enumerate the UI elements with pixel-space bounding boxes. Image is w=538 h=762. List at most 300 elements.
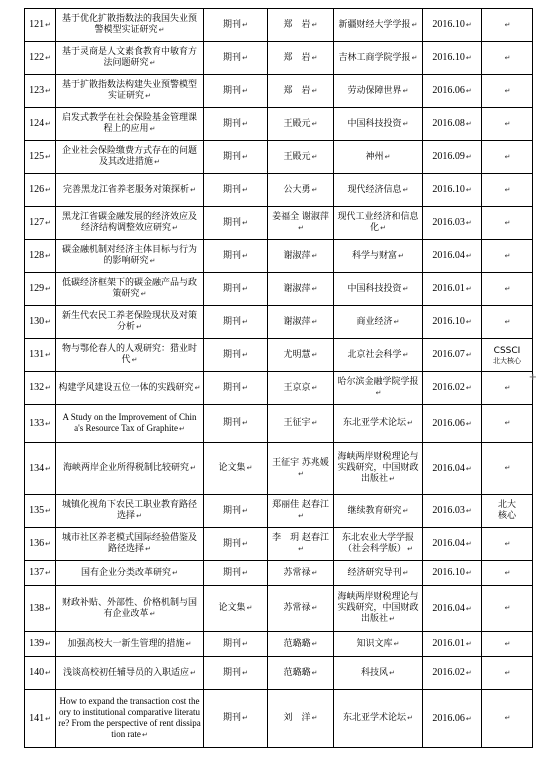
author-cell [268,657,334,690]
row-number-cell-text: 124 [29,118,45,129]
journal-cell [334,495,423,528]
date-cell-text: 2016.10 [432,19,465,30]
paragraph-mark-icon: ↵ [149,125,156,133]
row-number-cell [25,42,56,75]
publication-type-cell [204,339,268,372]
publication-type-cell-text: 期刊 [223,217,242,228]
paragraph-mark-icon: ↵ [465,569,472,577]
paragraph-mark-icon: ↵ [145,92,151,100]
paragraph-mark-icon: ↵ [504,251,511,260]
publication-type-cell-text: 期刊 [223,538,242,549]
publication-type-cell-text: 期刊 [223,118,242,129]
row-number-cell-text: 132 [29,382,45,393]
journal-cell-text: 海峡两岸财税理论与实践研究，中国财政出版社 [337,452,419,484]
journal-cell [334,528,423,561]
title-cell [56,657,204,690]
row-number-cell [25,690,56,748]
journal-cell [334,632,423,657]
paragraph-mark-icon: ↵ [465,219,472,227]
row-number-cell-text: 138 [29,602,45,614]
paragraph-mark-icon: ↵ [465,604,472,613]
journal-cell-text: 继续教育研究 [347,505,402,516]
table-row [25,108,533,141]
date-cell-text: 2016.07 [432,349,465,360]
journal-cell-text: 神州 [365,151,384,162]
paragraph-mark-icon: ↵ [402,506,409,515]
note-cell [482,657,533,690]
date-cell [423,240,482,273]
paragraph-mark-icon: ↵ [242,317,248,326]
paragraph-mark-icon: ↵ [172,568,178,577]
paragraph-mark-icon: ↵ [504,317,511,326]
paragraph-mark-icon: ↵ [190,464,196,472]
author-cell-text: 尤明慧 [283,349,311,360]
paragraph-mark-icon: ↵ [45,419,51,428]
paragraph-mark-icon: ↵ [298,469,304,478]
paragraph-mark-icon: ↵ [465,669,472,677]
paragraph-mark-icon: ↵ [45,464,51,473]
paragraph-mark-icon: ↵ [178,425,185,433]
title-cell [56,443,204,495]
title-cell-text: 海峡两岸企业所得税制比较研究 [63,463,190,473]
paragraph-mark-icon: ↵ [45,120,51,128]
date-cell-text: 2016.08 [432,118,465,129]
paragraph-mark-icon: ↵ [380,224,386,232]
title-cell-text: 加强高校大一新生管理的措施 [67,638,185,649]
paragraph-mark-icon: ↵ [145,545,151,553]
paragraph-mark-icon: ↵ [194,383,201,392]
margin-plus-marker: + [528,372,537,383]
title-cell-text: 新生代农民工养老保险现状及对策分析 [61,311,197,332]
row-number-cell-text: 127 [29,217,45,228]
note-cell [482,586,533,632]
row-number-cell [25,108,56,141]
publication-type-cell-text: 期刊 [223,505,242,516]
date-cell [423,632,482,657]
title-cell-text: 国有企业分类改革研究 [81,567,172,578]
journal-cell [334,372,423,405]
date-cell-text: 2016.10 [432,567,465,578]
row-number-cell [25,141,56,174]
author-cell-text: 谢淑萍 [283,283,311,294]
row-number-cell [25,339,56,372]
author-cell [268,443,334,495]
publication-type-cell-text: 期刊 [223,19,242,30]
title-cell-text: 物与鄂伦春人的人观研究：猎业时代 [61,344,197,365]
paragraph-mark-icon: ↵ [242,185,248,194]
date-cell-text: 2016.02 [432,667,465,678]
table-row [25,586,533,632]
journal-cell-text: 中国科技投资 [347,118,402,129]
paragraph-mark-icon: ↵ [311,152,318,161]
paragraph-mark-icon: ↵ [311,568,318,577]
paragraph-mark-icon: ↵ [45,384,51,392]
publication-type-cell-text: 论文集 [218,463,246,473]
row-number-cell [25,306,56,339]
publication-type-cell [204,108,268,141]
author-cell [268,495,334,528]
journal-cell [334,443,423,495]
table-body [25,9,533,748]
date-cell [423,42,482,75]
title-cell [56,42,204,75]
paragraph-mark-icon: ↵ [402,568,409,577]
row-number-cell [25,495,56,528]
paragraph-mark-icon: ↵ [311,383,318,392]
index-badge: CSSCI [493,345,521,356]
title-cell [56,273,204,306]
title-cell [56,141,204,174]
author-cell [268,42,334,75]
paragraph-mark-icon: ↵ [504,668,511,677]
date-cell-text: 2016.02 [432,382,465,393]
paragraph-mark-icon: ↵ [504,218,511,227]
paragraph-mark-icon: ↵ [311,53,318,62]
paragraph-mark-icon: ↵ [402,284,409,293]
title-cell [56,405,204,443]
row-number-cell [25,240,56,273]
note-cell [482,108,533,141]
date-cell [423,75,482,108]
note-cell [482,495,533,528]
paragraph-mark-icon: ↵ [311,20,318,29]
paragraph-mark-icon: ↵ [465,640,472,648]
table-row [25,174,533,207]
author-cell [268,690,334,748]
paragraph-mark-icon: ↵ [45,153,51,161]
title-cell-text: 基于扩散指数法构建失业预警模型实证研究 [61,80,197,101]
row-number-cell-text: 133 [29,417,45,429]
publication-type-cell [204,690,268,748]
paragraph-mark-icon: ↵ [504,152,511,161]
index-badge: 北大 [497,500,516,510]
paragraph-mark-icon: ↵ [131,356,138,364]
title-cell [56,240,204,273]
title-cell [56,495,204,528]
publication-type-cell-text: 期刊 [223,349,242,360]
journal-cell-text: 科学与财富 [352,250,398,261]
publication-type-cell [204,273,268,306]
paragraph-mark-icon: ↵ [465,507,472,515]
table-row [25,75,533,108]
paragraph-mark-icon: ↵ [311,604,318,612]
paragraph-mark-icon: ↵ [242,639,248,648]
paragraph-mark-icon: ↵ [504,639,511,648]
journal-cell-text: 海峡两岸财税理论与实践研究，中国财政出版社 [337,592,419,624]
publication-type-cell-text: 期刊 [223,638,242,649]
title-cell-text: 低碳经济框架下的碳金融产品与政策研究 [61,278,197,299]
title-cell-text: 完善黑龙江省养老服务对策探析 [63,184,190,195]
journal-cell [334,174,423,207]
paragraph-mark-icon: ↵ [402,350,409,359]
title-cell-text: 城镇化视角下农民工职业教育路径选择 [61,500,197,521]
publication-type-cell [204,306,268,339]
title-cell-text: 基于优化扩散指数法的我国失业预警模型实证研究 [61,14,197,35]
title-cell-text: 浅谈高校初任辅导员的入职适应 [63,667,190,678]
paragraph-mark-icon: ↵ [465,464,472,473]
paragraph-mark-icon: ↵ [242,284,248,293]
table-row [25,339,533,372]
author-cell [268,273,334,306]
paragraph-mark-icon: ↵ [465,384,472,392]
title-cell-text: 企业社会保险缴费方式存在的问题及其改进措施 [61,146,197,167]
date-cell-text: 2016.10 [432,316,465,327]
title-cell-text: A Study on the Improvement of China's Resource Tax of Graphite [62,412,197,433]
author-cell [268,141,334,174]
row-number-cell [25,405,56,443]
paragraph-mark-icon: ↵ [465,351,472,359]
paragraph-mark-icon: ↵ [311,284,318,293]
paragraph-mark-icon: ↵ [504,568,511,577]
journal-cell-text: 劳动保障世界 [347,85,402,96]
date-cell [423,528,482,561]
author-cell-text: 郑丽佳 赵春江 [272,500,329,510]
author-cell [268,207,334,240]
note-cell [482,306,533,339]
title-cell [56,9,204,42]
paragraph-mark-icon: ↵ [136,323,142,331]
author-cell [268,9,334,42]
paragraph-mark-icon: ↵ [504,20,511,29]
date-cell [423,372,482,405]
journal-cell-text: 东北亚学术论坛 [343,418,407,428]
title-cell-text: 财政补贴、外部性、价格机制与国有企业改革 [61,597,197,619]
paragraph-mark-icon: ↵ [465,540,472,548]
author-cell [268,561,334,586]
date-cell-text: 2016.10 [432,52,465,63]
date-cell [423,306,482,339]
paragraph-mark-icon: ↵ [242,53,248,62]
table-row [25,528,533,561]
paragraph-mark-icon: ↵ [45,318,51,326]
author-cell-text: 郑 岩 [283,52,311,63]
paragraph-mark-icon: ↵ [311,714,318,722]
author-cell [268,240,334,273]
paragraph-mark-icon: ↵ [140,290,147,298]
row-number-cell [25,75,56,108]
publication-type-cell [204,405,268,443]
date-cell-text: 2016.10 [432,184,465,195]
paragraph-mark-icon: ↵ [45,507,51,515]
paragraph-mark-icon: ↵ [172,224,178,232]
title-cell [56,528,204,561]
paragraph-mark-icon: ↵ [465,252,472,260]
note-cell [482,443,533,495]
table-row [25,495,533,528]
paragraph-mark-icon: ↵ [242,419,248,427]
paragraph-mark-icon: ↵ [298,224,304,232]
paragraph-mark-icon: ↵ [504,604,511,612]
row-number-cell [25,632,56,657]
paragraph-mark-icon: ↵ [45,87,51,95]
date-cell [423,690,482,748]
paragraph-mark-icon: ↵ [465,714,472,723]
publication-type-cell-text: 期刊 [223,85,242,96]
journal-cell-text: 现代工业经济和信息化 [337,212,419,233]
row-number-cell [25,174,56,207]
paragraph-mark-icon: ↵ [242,668,248,677]
publication-type-cell [204,495,268,528]
note-cell [482,372,533,405]
date-cell [423,339,482,372]
row-number-cell-text: 134 [29,462,45,474]
date-cell [423,141,482,174]
paragraph-mark-icon: ↵ [504,185,511,194]
title-cell [56,690,204,748]
title-cell-text: 碳金融机制对经济主体目标与行为的影响研究 [61,245,197,266]
row-number-cell-text: 136 [29,538,45,549]
paragraph-mark-icon: ↵ [246,464,253,472]
publication-table [24,8,533,748]
table-row [25,561,533,586]
paragraph-mark-icon: ↵ [242,350,248,359]
journal-cell-text: 新疆财经大学学报 [338,19,411,30]
author-cell [268,108,334,141]
paragraph-mark-icon: ↵ [185,639,192,648]
author-cell-text: 王京京 [283,382,311,393]
paragraph-mark-icon: ↵ [311,317,318,326]
publication-type-cell-text: 期刊 [223,382,242,393]
author-cell-text: 苏常禄 [283,603,311,613]
paragraph-mark-icon: ↵ [465,186,472,194]
paragraph-mark-icon: ↵ [402,185,409,194]
index-badge-secondary: 核心 [497,511,516,521]
paragraph-mark-icon: ↵ [407,545,413,553]
note-cell [482,632,533,657]
title-cell [56,561,204,586]
paragraph-mark-icon: ↵ [136,512,142,520]
row-number-cell-text: 135 [29,505,45,516]
publication-type-cell-text: 期刊 [223,283,242,294]
author-cell-text: 王殿元 [283,118,311,129]
author-cell [268,586,334,632]
journal-cell [334,141,423,174]
journal-cell [334,561,423,586]
paragraph-mark-icon: ↵ [45,252,51,260]
author-cell-text: 姜福全 谢淑萍 [272,212,329,222]
author-cell-text: 王征宇 [283,418,311,428]
paragraph-mark-icon: ↵ [311,119,318,128]
paragraph-mark-icon: ↵ [402,86,409,95]
date-cell [423,443,482,495]
paragraph-mark-icon: ↵ [158,26,165,34]
note-cell [482,690,533,748]
paragraph-mark-icon: ↵ [411,20,418,29]
paragraph-mark-icon: ↵ [311,639,318,648]
publication-type-cell-text: 期刊 [223,667,242,678]
date-cell-text: 2016.01 [432,638,465,649]
author-cell-text: 谢淑萍 [283,250,311,261]
row-number-cell [25,657,56,690]
journal-cell [334,306,423,339]
title-cell [56,207,204,240]
publication-type-cell [204,174,268,207]
row-number-cell [25,528,56,561]
note-cell [482,405,533,443]
row-number-cell-text: 128 [29,250,45,261]
date-cell [423,561,482,586]
date-cell-text: 2016.04 [432,250,465,261]
paragraph-mark-icon: ↵ [242,506,248,515]
publication-type-cell-text: 期刊 [223,250,242,261]
author-cell-text: 王征宇 苏兆媛 [272,457,329,468]
publication-type-cell-text: 期刊 [223,184,242,195]
paragraph-mark-icon: ↵ [311,350,318,359]
journal-cell [334,9,423,42]
publication-type-cell-text: 期刊 [223,151,242,162]
paragraph-mark-icon: ↵ [465,318,472,326]
publication-type-cell [204,75,268,108]
table-row [25,141,533,174]
row-number-cell-text: 123 [29,85,45,96]
date-cell [423,273,482,306]
paragraph-mark-icon: ↵ [311,86,318,95]
row-number-cell-text: 140 [29,667,45,678]
journal-cell [334,273,423,306]
title-cell-text: 黑龙江省碳金融发展的经济效应及经济结构调整效应研究 [61,212,197,233]
journal-cell [334,405,423,443]
table-row [25,405,533,443]
author-cell-text: 苏常禄 [283,567,311,578]
author-cell-text: 郑 岩 [283,19,311,30]
paragraph-mark-icon: ↵ [465,285,472,293]
publication-type-cell-text: 期刊 [223,316,242,327]
paragraph-mark-icon: ↵ [393,639,400,648]
date-cell-text: 2016.09 [432,151,465,162]
journal-cell-text: 东北亚学术论坛 [343,713,407,723]
paragraph-mark-icon: ↵ [504,714,511,722]
paragraph-mark-icon: ↵ [45,285,51,293]
paragraph-mark-icon: ↵ [242,20,248,29]
paragraph-mark-icon: ↵ [242,119,248,128]
row-number-cell [25,9,56,42]
paragraph-mark-icon: ↵ [407,714,413,722]
paragraph-mark-icon: ↵ [375,389,382,397]
paragraph-mark-icon: ↵ [465,21,472,29]
paragraph-mark-icon: ↵ [465,120,472,128]
index-badge-secondary: 北大核心 [493,356,521,365]
paragraph-mark-icon: ↵ [298,512,304,520]
row-number-cell-text: 129 [29,283,45,294]
paragraph-mark-icon: ↵ [45,714,51,723]
table-row [25,207,533,240]
note-cell [482,75,533,108]
journal-cell-text: 北京社会科学 [347,349,402,360]
paragraph-mark-icon: ↵ [45,54,51,62]
paragraph-mark-icon: ↵ [389,668,395,677]
date-cell-text: 2016.03 [432,217,465,228]
journal-cell [334,586,423,632]
paragraph-mark-icon: ↵ [311,185,318,194]
row-number-cell-text: 121 [29,19,45,30]
paragraph-mark-icon: ↵ [398,251,404,260]
date-cell [423,495,482,528]
journal-cell [334,339,423,372]
journal-cell [334,207,423,240]
row-number-cell [25,443,56,495]
journal-cell-text: 东北农业大学学报（社会科学版） [341,533,414,554]
author-cell-text: 公大勇 [283,184,311,195]
table-row [25,372,533,405]
row-number-cell-text: 125 [29,151,45,162]
author-cell [268,339,334,372]
paragraph-mark-icon: ↵ [242,251,248,260]
paragraph-mark-icon: ↵ [190,185,196,194]
paragraph-mark-icon: ↵ [45,569,51,577]
publication-type-cell-text: 期刊 [223,713,242,723]
table-row [25,306,533,339]
row-number-cell [25,207,56,240]
